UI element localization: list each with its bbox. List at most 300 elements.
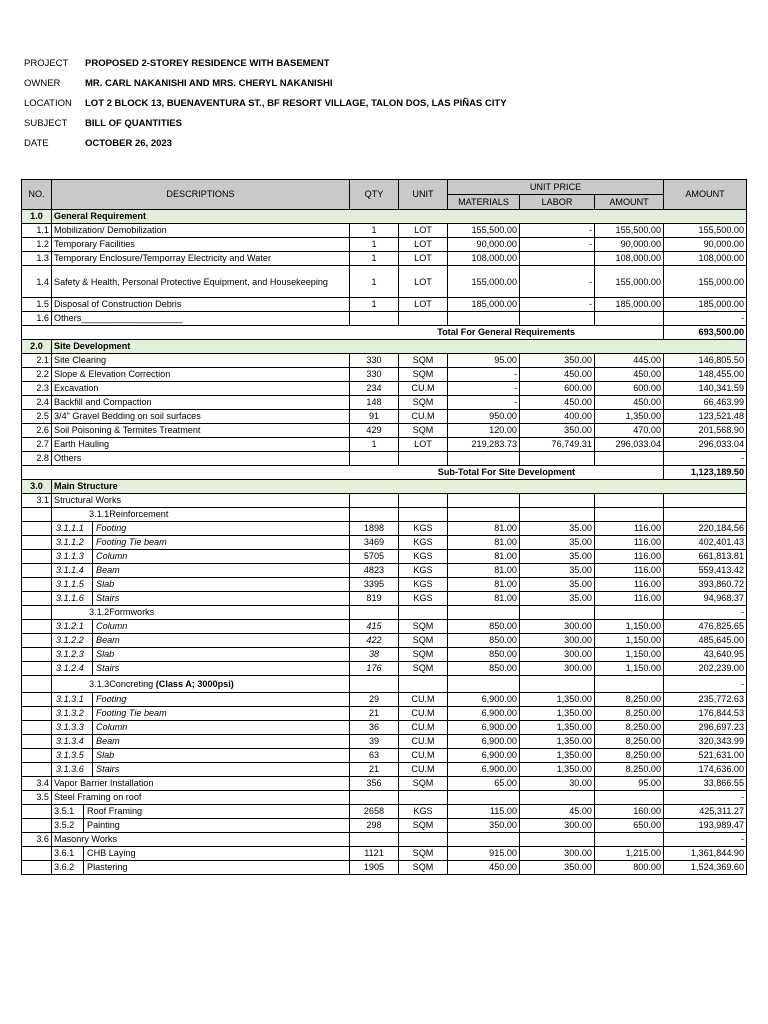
materials-cell bbox=[448, 508, 520, 522]
item-number bbox=[22, 861, 52, 875]
item-description: Soil Poisoning & Termites Treatment bbox=[52, 424, 350, 438]
qty-cell: 234 bbox=[350, 382, 399, 396]
amount-cell: 661,813.81 bbox=[664, 550, 747, 564]
table-row bbox=[22, 452, 747, 466]
col-unit-price-header: UNIT PRICE bbox=[448, 180, 664, 195]
unit-cell: LOT bbox=[399, 238, 448, 252]
materials-cell: 6,900.00 bbox=[448, 707, 520, 721]
table-row bbox=[22, 861, 747, 875]
item-number bbox=[22, 676, 52, 693]
table-row bbox=[22, 354, 747, 368]
item-code: 3.1.1.3 bbox=[54, 550, 93, 563]
labor-cell: 35.00 bbox=[520, 536, 595, 550]
item-description bbox=[52, 620, 350, 634]
section-number: 2.0 bbox=[22, 340, 52, 354]
item-description bbox=[52, 578, 350, 592]
item-number bbox=[22, 721, 52, 735]
unit-cell bbox=[399, 312, 448, 326]
qty-cell: 298 bbox=[350, 819, 399, 833]
labor-cell: 300.00 bbox=[520, 819, 595, 833]
item-code: 3.1.3.6 bbox=[54, 763, 93, 776]
item-number bbox=[22, 508, 52, 522]
table-row bbox=[22, 634, 747, 648]
labor-cell bbox=[520, 312, 595, 326]
unit-amount-cell bbox=[595, 676, 664, 693]
item-number bbox=[22, 819, 52, 833]
table-row bbox=[22, 648, 747, 662]
item-number: 3.1 bbox=[22, 494, 52, 508]
materials-cell: 850.00 bbox=[448, 620, 520, 634]
qty-cell: 356 bbox=[350, 777, 399, 791]
labor-cell: - bbox=[520, 224, 595, 238]
labor-cell bbox=[520, 494, 595, 508]
qty-cell: 1 bbox=[350, 252, 399, 266]
amount-cell: 296,697.23 bbox=[664, 721, 747, 735]
materials-cell: 950.00 bbox=[448, 410, 520, 424]
item-description bbox=[52, 550, 350, 564]
item-label: Slab bbox=[96, 649, 115, 659]
item-code: 3.1.3.5 bbox=[54, 749, 93, 762]
amount-cell: 123,521.48 bbox=[664, 410, 747, 424]
materials-cell: 6,900.00 bbox=[448, 735, 520, 749]
item-description bbox=[52, 749, 350, 763]
qty-cell: 3395 bbox=[350, 578, 399, 592]
item-code: 3.1.2.4 bbox=[54, 662, 93, 675]
item-description: Vapor Barrier Installation bbox=[52, 777, 350, 791]
materials-cell bbox=[448, 452, 520, 466]
col-no-header: NO. bbox=[22, 180, 52, 210]
item-number bbox=[22, 749, 52, 763]
table-row bbox=[22, 791, 747, 805]
item-number bbox=[22, 536, 52, 550]
unit-amount-cell: 8,250.00 bbox=[595, 721, 664, 735]
location-row bbox=[24, 96, 507, 116]
unit-cell: SQM bbox=[399, 634, 448, 648]
item-number: 2.8 bbox=[22, 452, 52, 466]
item-label: Beam bbox=[96, 565, 120, 575]
date-value: OCTOBER 26, 2023 bbox=[85, 138, 172, 149]
amount-cell: 155,500.00 bbox=[664, 224, 747, 238]
materials-cell: 81.00 bbox=[448, 592, 520, 606]
labor-cell: 300.00 bbox=[520, 648, 595, 662]
item-number: 2.3 bbox=[22, 382, 52, 396]
amount-cell: 185,000.00 bbox=[664, 298, 747, 312]
unit-cell: SQM bbox=[399, 819, 448, 833]
unit-cell: CU.M bbox=[399, 763, 448, 777]
item-description bbox=[52, 763, 350, 777]
unit-amount-cell: 155,500.00 bbox=[595, 224, 664, 238]
item-label: Stairs bbox=[96, 764, 120, 774]
item-number bbox=[22, 578, 52, 592]
item-description bbox=[52, 721, 350, 735]
amount-cell: 174,636.00 bbox=[664, 763, 747, 777]
qty-cell: 1 bbox=[350, 224, 399, 238]
item-number: 2.4 bbox=[22, 396, 52, 410]
item-description: Temporary Enclosure/Temporray Electricity and Water bbox=[52, 252, 350, 266]
unit-cell: KGS bbox=[399, 564, 448, 578]
labor-cell: 350.00 bbox=[520, 424, 595, 438]
table-row bbox=[22, 508, 747, 522]
item-code: 3.6.1 bbox=[52, 847, 84, 860]
materials-cell: 219,283.73 bbox=[448, 438, 520, 452]
materials-cell: - bbox=[448, 396, 520, 410]
unit-cell: LOT bbox=[399, 298, 448, 312]
labor-cell: 400.00 bbox=[520, 410, 595, 424]
materials-cell: 81.00 bbox=[448, 550, 520, 564]
subject-label: SUBJECT bbox=[24, 118, 68, 129]
item-label: Formworks bbox=[109, 607, 155, 617]
unit-cell: SQM bbox=[399, 648, 448, 662]
table-row bbox=[22, 676, 747, 693]
materials-cell: 450.00 bbox=[448, 861, 520, 875]
materials-cell: 6,900.00 bbox=[448, 693, 520, 707]
unit-cell: SQM bbox=[399, 662, 448, 676]
section-header-row bbox=[22, 480, 747, 494]
project-row bbox=[24, 56, 507, 76]
qty-cell: 1 bbox=[350, 298, 399, 312]
item-number: 2.7 bbox=[22, 438, 52, 452]
labor-cell: - bbox=[520, 238, 595, 252]
amount-cell: 235,772.63 bbox=[664, 693, 747, 707]
item-label: CHB Laying bbox=[87, 848, 136, 858]
unit-cell: CU.M bbox=[399, 707, 448, 721]
item-description: Disposal of Construction Debris bbox=[52, 298, 350, 312]
amount-cell: 33,866.55 bbox=[664, 777, 747, 791]
item-description bbox=[52, 735, 350, 749]
labor-cell: 1,350.00 bbox=[520, 707, 595, 721]
labor-cell bbox=[520, 791, 595, 805]
item-number bbox=[22, 564, 52, 578]
unit-amount-cell: 600.00 bbox=[595, 382, 664, 396]
amount-cell: 296,033.04 bbox=[664, 438, 747, 452]
item-code: 3.1.1.2 bbox=[54, 536, 93, 549]
materials-cell: 81.00 bbox=[448, 578, 520, 592]
labor-cell: 350.00 bbox=[520, 861, 595, 875]
qty-cell: 63 bbox=[350, 749, 399, 763]
labor-cell: 1,350.00 bbox=[520, 721, 595, 735]
amount-cell: 220,184.56 bbox=[664, 522, 747, 536]
section-number: 3.0 bbox=[22, 480, 52, 494]
table-row bbox=[22, 693, 747, 707]
amount-cell bbox=[664, 494, 747, 508]
unit-cell: SQM bbox=[399, 368, 448, 382]
unit-amount-cell: 116.00 bbox=[595, 522, 664, 536]
item-number bbox=[22, 606, 52, 620]
table-row bbox=[22, 536, 747, 550]
qty-cell: 21 bbox=[350, 763, 399, 777]
unit-amount-cell bbox=[595, 452, 664, 466]
table-row bbox=[22, 847, 747, 861]
unit-cell: SQM bbox=[399, 396, 448, 410]
labor-cell: 35.00 bbox=[520, 592, 595, 606]
table-row bbox=[22, 424, 747, 438]
qty-cell bbox=[350, 606, 399, 620]
item-number: 1.4 bbox=[22, 266, 52, 298]
labor-cell: - bbox=[520, 298, 595, 312]
table-row bbox=[22, 777, 747, 791]
item-label: Footing Tie beam bbox=[96, 537, 167, 547]
labor-cell: 30.00 bbox=[520, 777, 595, 791]
qty-cell: 176 bbox=[350, 662, 399, 676]
item-code: 3.1.1 bbox=[89, 509, 110, 519]
materials-cell: 155,500.00 bbox=[448, 224, 520, 238]
col-desc-header: DESCRIPTIONS bbox=[52, 180, 350, 210]
unit-cell: SQM bbox=[399, 861, 448, 875]
unit-cell: SQM bbox=[399, 620, 448, 634]
materials-cell: 65.00 bbox=[448, 777, 520, 791]
unit-amount-cell: 1,150.00 bbox=[595, 634, 664, 648]
amount-cell: 146,805.50 bbox=[664, 354, 747, 368]
item-label: Footing Tie beam bbox=[96, 708, 167, 718]
unit-amount-cell: 8,250.00 bbox=[595, 749, 664, 763]
labor-cell bbox=[520, 452, 595, 466]
item-number bbox=[22, 763, 52, 777]
materials-cell: 915.00 bbox=[448, 847, 520, 861]
item-label: Stairs bbox=[96, 593, 120, 603]
unit-cell: LOT bbox=[399, 252, 448, 266]
materials-cell: 850.00 bbox=[448, 634, 520, 648]
amount-cell: 1,524,369.60 bbox=[664, 861, 747, 875]
item-description: Mobilization/ Demobilization bbox=[52, 224, 350, 238]
total-row bbox=[22, 466, 747, 480]
subject-row bbox=[24, 116, 507, 136]
item-number bbox=[22, 707, 52, 721]
amount-cell: 521,631.00 bbox=[664, 749, 747, 763]
qty-cell: 5705 bbox=[350, 550, 399, 564]
item-description bbox=[52, 676, 350, 693]
item-number: 1.3 bbox=[22, 252, 52, 266]
item-code: 3.1.3.1 bbox=[54, 693, 93, 706]
owner-value: MR. CARL NAKANISHI AND MRS. CHERYL NAKANISHI bbox=[85, 78, 333, 89]
item-label: Reinforcement bbox=[109, 509, 169, 519]
amount-cell: 393,860.72 bbox=[664, 578, 747, 592]
qty-cell: 4823 bbox=[350, 564, 399, 578]
amount-cell: 66,463.99 bbox=[664, 396, 747, 410]
location-label: LOCATION bbox=[24, 98, 72, 109]
table-row bbox=[22, 266, 747, 298]
total-amount: 693,500.00 bbox=[664, 326, 747, 340]
item-number: 1.1 bbox=[22, 224, 52, 238]
total-row bbox=[22, 326, 747, 340]
unit-amount-cell: 650.00 bbox=[595, 819, 664, 833]
amount-cell: 1,361,844.90 bbox=[664, 847, 747, 861]
qty-cell bbox=[350, 508, 399, 522]
unit-cell: SQM bbox=[399, 847, 448, 861]
col-materials-header: MATERIALS bbox=[448, 195, 520, 210]
unit-amount-cell: 8,250.00 bbox=[595, 735, 664, 749]
unit-amount-cell: 8,250.00 bbox=[595, 693, 664, 707]
unit-cell: CU.M bbox=[399, 721, 448, 735]
project-value: PROPOSED 2-STOREY RESIDENCE WITH BASEMENT bbox=[85, 58, 330, 69]
unit-cell bbox=[399, 833, 448, 847]
amount-cell: 559,413.42 bbox=[664, 564, 747, 578]
item-number bbox=[22, 550, 52, 564]
qty-cell: 330 bbox=[350, 368, 399, 382]
amount-cell: - bbox=[664, 312, 747, 326]
date-label: DATE bbox=[24, 138, 49, 149]
qty-cell bbox=[350, 494, 399, 508]
materials-cell: 81.00 bbox=[448, 564, 520, 578]
owner-row bbox=[24, 76, 507, 96]
unit-cell bbox=[399, 508, 448, 522]
labor-cell: 1,350.00 bbox=[520, 763, 595, 777]
qty-cell: 819 bbox=[350, 592, 399, 606]
materials-cell: - bbox=[448, 382, 520, 396]
item-description: Others bbox=[52, 452, 350, 466]
item-description: Backfill and Compaction bbox=[52, 396, 350, 410]
materials-cell: 850.00 bbox=[448, 662, 520, 676]
qty-cell: 1 bbox=[350, 266, 399, 298]
table-row bbox=[22, 819, 747, 833]
amount-cell: - bbox=[664, 791, 747, 805]
unit-cell: CU.M bbox=[399, 749, 448, 763]
labor-cell: 35.00 bbox=[520, 578, 595, 592]
qty-cell: 3469 bbox=[350, 536, 399, 550]
table-row bbox=[22, 833, 747, 847]
section-title: Site Development bbox=[52, 340, 747, 354]
item-code: 3.1.2.2 bbox=[54, 634, 93, 647]
unit-amount-cell: 1,150.00 bbox=[595, 662, 664, 676]
item-description: Safety & Health, Personal Protective Equipment, and Housekeeping bbox=[52, 266, 350, 298]
materials-cell: 108,000.00 bbox=[448, 252, 520, 266]
item-number bbox=[22, 735, 52, 749]
labor-cell bbox=[520, 252, 595, 266]
unit-amount-cell bbox=[595, 508, 664, 522]
section-title: General Requirement bbox=[52, 210, 747, 224]
unit-amount-cell: 116.00 bbox=[595, 564, 664, 578]
item-number: 3.4 bbox=[22, 777, 52, 791]
amount-cell: 425,311.27 bbox=[664, 805, 747, 819]
materials-cell: 81.00 bbox=[448, 522, 520, 536]
materials-cell: 6,900.00 bbox=[448, 763, 520, 777]
item-number bbox=[22, 693, 52, 707]
labor-cell: 45.00 bbox=[520, 805, 595, 819]
labor-cell: 600.00 bbox=[520, 382, 595, 396]
item-code: 3.5.1 bbox=[52, 805, 84, 818]
qty-cell: 422 bbox=[350, 634, 399, 648]
item-number: 3.6 bbox=[22, 833, 52, 847]
table-row bbox=[22, 749, 747, 763]
materials-cell bbox=[448, 606, 520, 620]
unit-amount-cell: 1,150.00 bbox=[595, 620, 664, 634]
item-number: 2.5 bbox=[22, 410, 52, 424]
subject-value: BILL OF QUANTITIES bbox=[85, 118, 182, 129]
unit-cell: KGS bbox=[399, 550, 448, 564]
item-number: 1.5 bbox=[22, 298, 52, 312]
labor-cell bbox=[520, 606, 595, 620]
amount-cell: 193,989.47 bbox=[664, 819, 747, 833]
labor-cell: 300.00 bbox=[520, 662, 595, 676]
table-row bbox=[22, 494, 747, 508]
table-row bbox=[22, 396, 747, 410]
materials-cell bbox=[448, 833, 520, 847]
item-number bbox=[22, 592, 52, 606]
unit-amount-cell: 800.00 bbox=[595, 861, 664, 875]
item-number bbox=[22, 522, 52, 536]
item-description bbox=[52, 693, 350, 707]
table-row bbox=[22, 578, 747, 592]
item-label: Slab bbox=[96, 579, 115, 589]
item-description bbox=[52, 508, 350, 522]
unit-cell: KGS bbox=[399, 805, 448, 819]
item-label: Column bbox=[96, 722, 128, 732]
materials-cell: 120.00 bbox=[448, 424, 520, 438]
table-row bbox=[22, 620, 747, 634]
unit-amount-cell: 160.00 bbox=[595, 805, 664, 819]
qty-cell: 1121 bbox=[350, 847, 399, 861]
materials-cell: 6,900.00 bbox=[448, 721, 520, 735]
unit-cell bbox=[399, 791, 448, 805]
amount-cell: - bbox=[664, 833, 747, 847]
item-number: 2.6 bbox=[22, 424, 52, 438]
unit-cell: SQM bbox=[399, 424, 448, 438]
item-label: Stairs bbox=[96, 663, 120, 673]
unit-cell: LOT bbox=[399, 224, 448, 238]
item-number: 1.2 bbox=[22, 238, 52, 252]
qty-cell: 330 bbox=[350, 354, 399, 368]
item-description bbox=[52, 606, 350, 620]
table-row bbox=[22, 763, 747, 777]
unit-cell: CU.M bbox=[399, 382, 448, 396]
materials-cell bbox=[448, 676, 520, 693]
amount-cell: 94,968.37 bbox=[664, 592, 747, 606]
labor-cell bbox=[520, 508, 595, 522]
unit-amount-cell: 1,150.00 bbox=[595, 648, 664, 662]
table-row bbox=[22, 564, 747, 578]
item-number: 1.6 bbox=[22, 312, 52, 326]
amount-cell: - bbox=[664, 452, 747, 466]
unit-amount-cell: 116.00 bbox=[595, 536, 664, 550]
date-row bbox=[24, 136, 507, 156]
qty-cell: 429 bbox=[350, 424, 399, 438]
item-code: 3.1.1.5 bbox=[54, 578, 93, 591]
materials-cell: 850.00 bbox=[448, 648, 520, 662]
materials-cell: 155,000.00 bbox=[448, 266, 520, 298]
qty-cell: 415 bbox=[350, 620, 399, 634]
amount-cell: - bbox=[664, 676, 747, 693]
unit-amount-cell bbox=[595, 606, 664, 620]
item-description bbox=[52, 662, 350, 676]
section-number: 1.0 bbox=[22, 210, 52, 224]
amount-cell: 476,825.65 bbox=[664, 620, 747, 634]
item-code: 3.1.3.4 bbox=[54, 735, 93, 748]
item-label: Roof Framing bbox=[87, 806, 143, 816]
unit-amount-cell: 8,250.00 bbox=[595, 707, 664, 721]
labor-cell: 76,749.31 bbox=[520, 438, 595, 452]
materials-cell: 115.00 bbox=[448, 805, 520, 819]
labor-cell: - bbox=[520, 266, 595, 298]
table-row bbox=[22, 735, 747, 749]
qty-cell bbox=[350, 312, 399, 326]
materials-cell: - bbox=[448, 368, 520, 382]
item-label: Slab bbox=[96, 750, 115, 760]
section-header-row bbox=[22, 340, 747, 354]
col-qty-header: QTY bbox=[350, 180, 399, 210]
qty-cell: 36 bbox=[350, 721, 399, 735]
unit-amount-cell: 185,000.00 bbox=[595, 298, 664, 312]
amount-cell bbox=[664, 508, 747, 522]
labor-cell: 35.00 bbox=[520, 550, 595, 564]
project-label: PROJECT bbox=[24, 58, 69, 69]
unit-amount-cell: 116.00 bbox=[595, 592, 664, 606]
item-description: Others____________________ bbox=[52, 312, 350, 326]
unit-amount-cell bbox=[595, 791, 664, 805]
item-description bbox=[52, 592, 350, 606]
item-label: Column bbox=[96, 551, 128, 561]
item-code: 3.1.2 bbox=[89, 607, 110, 617]
unit-amount-cell: 116.00 bbox=[595, 578, 664, 592]
item-number bbox=[22, 805, 52, 819]
